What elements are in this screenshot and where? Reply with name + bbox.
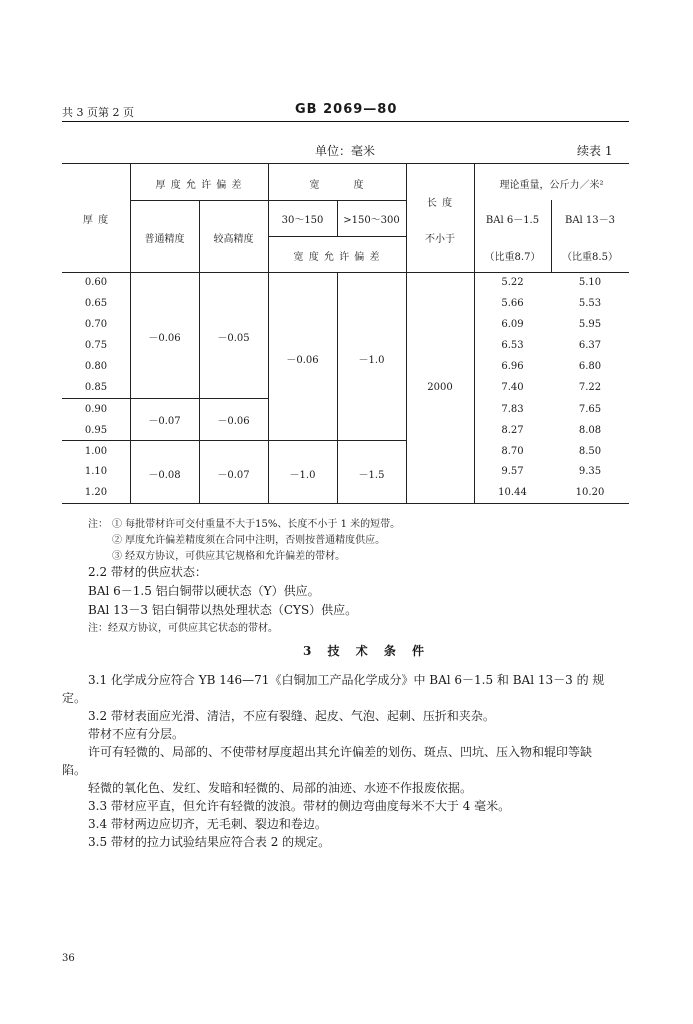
header-alloy-2: BAl 13－3	[564, 215, 616, 226]
header-thickness: 厚 度	[82, 215, 110, 226]
thick-tol-normal: －0.08	[148, 470, 181, 481]
para-3-2: 3.2 带材表面应光滑、清洁，不应有裂缝、起皮、气泡、起刺、压折和夹杂。	[88, 709, 495, 723]
thick-tol-higher: －0.07	[217, 470, 250, 481]
weight-alloy-2: 8.50	[578, 446, 602, 457]
page-info: 共 3 页第 2 页	[62, 106, 134, 119]
para-3-2-b: 带材不应有分层。	[88, 727, 185, 741]
weight-alloy-2: 8.08	[578, 425, 602, 436]
header-theoretical-weight: 理论重量，公斤力／米²	[499, 180, 604, 191]
weight-alloy-1: 8.70	[501, 446, 524, 457]
width-tol-wide: －1.5	[358, 470, 385, 481]
page-number: 36	[62, 953, 75, 964]
weight-alloy-1: 9.57	[501, 466, 524, 477]
header-length: 长 度	[426, 198, 454, 209]
standard-code: GB 2069—80	[295, 102, 398, 117]
weight-alloy-2: 7.65	[578, 404, 602, 415]
table-top-rule	[62, 163, 629, 164]
thickness-value: 0.85	[84, 382, 108, 393]
table-bottom-rule	[62, 503, 629, 504]
thickness-value: 0.70	[84, 319, 108, 330]
weight-alloy-2: 6.37	[578, 340, 602, 351]
width-tol-narrow: －1.0	[289, 470, 316, 481]
para-3-1: 3.1 化学成分应符合 YB 146—71《白铜加工产品化学成分》中 BAl 6－1.5 和 BAl 13－3 的 规	[88, 673, 605, 687]
para-3-1-cont: 定。	[62, 691, 87, 705]
thickness-value: 0.80	[84, 361, 108, 372]
header-width: 宽 度	[309, 180, 365, 191]
thickness-value: 0.65	[84, 298, 108, 309]
note-2: ② 厚度允许偏差精度须在合同中注明，否则按普通精度供应。	[112, 535, 386, 546]
weight-alloy-1: 5.66	[501, 298, 524, 309]
thickness-value: 1.00	[84, 446, 108, 457]
para-3-3: 3.3 带材应平直，但允许有轻微的波浪。带材的侧边弯曲度每米不大于 4 毫米。	[88, 799, 511, 813]
weight-alloy-1: 7.83	[501, 404, 524, 415]
header-density-1: （比重8.7）	[484, 252, 541, 263]
notes-label: 注：	[88, 519, 108, 530]
header-thickness-tolerance: 厚 度 允 许 偏 差	[155, 180, 243, 191]
supply-title: 2.2 带材的供应状态：	[88, 565, 207, 579]
para-3-2-c: 许可有轻微的、局部的、不使带材厚度超出其允许偏差的划伤、斑点、凹坑、压入物和辊印等缺	[88, 745, 593, 759]
thick-tol-normal: －0.07	[148, 416, 181, 427]
para-3-2-d: 轻微的氧化色、发红、发暗和轻微的、局部的油迹、水迹不作报废依据。	[88, 781, 473, 795]
note-3: ③ 经双方协议，可供应其它规格和允许偏差的带材。	[112, 551, 346, 562]
section-title: 3 技 术 条 件	[303, 644, 431, 658]
thickness-value: 1.10	[84, 466, 108, 477]
weight-alloy-1: 10.44	[498, 487, 527, 498]
header-width-range-1: 30～150	[281, 215, 324, 226]
weight-alloy-1: 8.27	[501, 425, 524, 436]
header-bottom-rule	[62, 272, 629, 273]
thick-tol-higher: －0.06	[217, 416, 250, 427]
supply-note: 注：经双方协议，可供应其它状态的带材。	[88, 623, 278, 634]
weight-alloy-2: 6.80	[578, 361, 602, 372]
thick-tol-higher: －0.05	[217, 333, 250, 344]
hline	[268, 236, 406, 237]
weight-alloy-2: 5.10	[578, 277, 602, 288]
vline	[406, 163, 407, 503]
thickness-value: 1.20	[84, 487, 108, 498]
header-width-range-2: >150～300	[343, 215, 400, 226]
thick-tol-normal: －0.06	[148, 333, 181, 344]
supply-line-1: BAl 6－1.5 铝白铜带以硬状态（Y）供应。	[88, 584, 320, 598]
header-width-tolerance: 宽 度 允 许 偏 差	[293, 252, 381, 263]
para-3-4: 3.4 带材两边应切齐，无毛刺、裂边和卷边。	[88, 817, 327, 831]
vline	[199, 200, 200, 503]
thickness-value: 0.60	[84, 277, 108, 288]
width-tol-narrow: －0.06	[286, 355, 319, 366]
thickness-value: 0.75	[84, 340, 108, 351]
para-3-5: 3.5 带材的拉力试验结果应符合表 2 的规定。	[88, 835, 331, 849]
header-normal-precision: 普通精度	[144, 234, 185, 245]
note-1: ① 每批带材许可交付重量不大于15%、长度不小于 1 米的短带。	[112, 519, 401, 530]
thickness-value: 0.95	[84, 425, 108, 436]
header-density-2: （比重8.5）	[562, 252, 618, 263]
weight-alloy-1: 6.09	[501, 319, 524, 330]
width-tol-wide: －1.0	[358, 355, 385, 366]
weight-alloy-1: 6.96	[501, 361, 524, 372]
weight-alloy-1: 5.22	[501, 277, 524, 288]
weight-alloy-2: 7.22	[578, 382, 602, 393]
weight-alloy-2: 5.95	[578, 319, 602, 330]
weight-alloy-2: 10.20	[575, 487, 605, 498]
weight-alloy-2: 5.53	[578, 298, 602, 309]
para-3-2-c-cont: 陷。	[62, 763, 87, 777]
header-length-min: 不小于	[425, 234, 455, 245]
hline	[62, 398, 268, 399]
supply-line-2: BAl 13－3 铝白铜带以热处理状态（CYS）供应。	[88, 603, 358, 617]
length-value: 2000	[427, 382, 453, 393]
weight-alloy-2: 9.35	[578, 466, 602, 477]
thickness-value: 0.90	[84, 404, 108, 415]
header-higher-precision: 较高精度	[213, 234, 254, 245]
header-rule	[62, 121, 629, 122]
continued-label: 续表 1	[577, 144, 613, 158]
hline	[62, 440, 406, 441]
weight-alloy-1: 7.40	[501, 382, 524, 393]
unit-label: 单位：毫米	[315, 144, 376, 158]
weight-alloy-1: 6.53	[501, 340, 524, 351]
header-alloy-1: BAl 6－1.5	[485, 215, 540, 226]
